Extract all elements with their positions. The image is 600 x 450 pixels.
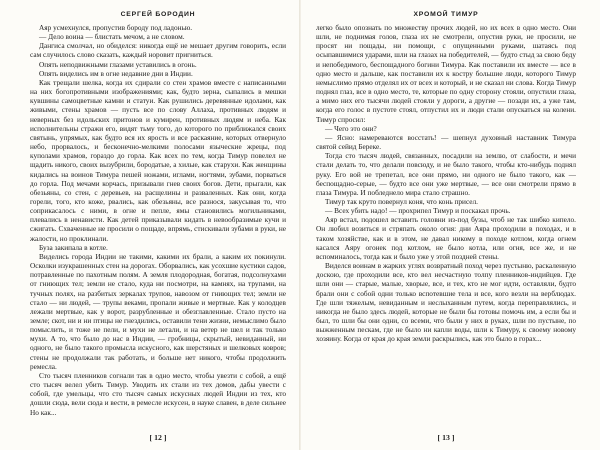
paragraph: Как трещали шелка, когда их сдирали со стен храмов вместе с написанными на них богопротивными изображениями; как, будто зерна, сыпались в мешки кувшины самоцветные камни и статуи. Как рушились деревянные идолами, как живыми, стены храмов — пусть все по слову Аллаха, противных людям и неверных без идольских притонов и кумирен, противных людям и неба. Как исполнительны стражи его, видят тьму того, до которого по приближался своих святынь, упрямых, как будто вся их ярость и все раскаяние, которых отвернуло небо, прорвалось, и бесконечно-мелкими полосами языческие жрецы, под куполами храмов, гораздо до горла. Как всех по тем, когда Тимур повелел не щадить никого, своих вызубрили, бородатые, а хилые, как старухи. Как женщины кидались на воинов Тимура пешей ножами, иглами, ногтями, зубами, порваться до горла. Под мечами корчась, призывали гнев своих богов. Дети, прыгали, как обезьяны, со стен, с деревьев, на расщелины и разваленных. Как они, когда горели, того, кто коже, рвались, как обезьяны, все разнося, закусывая то, что соприкасалось с ними, в огне и пепле, ямы становились могильниками, плевались в ненависти. Как детей приказывали кидать в невообразимые кучи и сжигать. Схваченные не просили о пощаде, впрямь, стискивали зубами в руки, не жалости, но проклинали. bbox=[30, 77, 286, 243]
paragraph: Буза закипала в котле. bbox=[39, 242, 108, 252]
paragraph: Виделся воинам в жарких углях возвратный поход через пустыню, раскаленную доскою, где проходили все, кто вел несчастную толпу пленников-индийцев. Где шли они — старые, малые, хворые, все, и тех, кто не мог идти, оставляли, будто брали они с собой одни только вспотевшие тела и все, кого везли на верблюдах. Где шли тяжелым, невиданным и неслыханным путем, когда переправлялись, и никогда не было здесь людей, которые не были бы готовы помочь им, а если бы и был, то шли бы они одни, со всеми, что были у них в руках, шли по пустыне, по выжженным пескам, где не было ни капли воды, шли к Тимуру, к своему новому хозяину. Когда от края до края земли раскрылись, как это было в горах... bbox=[316, 261, 576, 344]
dialogue-line: — Ясно: намереваются восстать! — шепнул духовный наставник Тимура святой сейид Береке. bbox=[316, 132, 576, 152]
page-number-left: [ 12 ] bbox=[149, 433, 167, 442]
paragraph: Аяр встал, подошел вставить головни из-под бузы, чтоб не так шибко кипело. Он любил возиться и стряпать около огня: дни Аяра проходили в походах, и в таком хозяйстве, как и в этом, не давал никому в походе котлом, когда огнем касался Аяру огонек под котлом, не было котла, или огня, все же, и не вспоминалось, тогда как и было уже у этой поздней стены. bbox=[316, 215, 576, 261]
left-page-body bbox=[30, 23, 286, 417]
running-header-author: СЕРГЕЙ БОРОДИН bbox=[120, 11, 196, 18]
running-header-title: ХРОМОЙ ТИМУР bbox=[413, 11, 479, 18]
right-page-body bbox=[316, 23, 576, 343]
paragraph: легко было опознать по множеству прочих людей, но их всех в одно место. Они шли, не поднимая голов, глаза их не смотрели, опустив руки, не просили, не просят ни пощады, ни помощи, с опущенными руками, шатаясь под осыпавшимися ударами, шли на глазах на победителей, — будто стыд за свою беду и непобедимого, беспощадного богини Тимура. Как поставили их вместе — все в одно место и дальше, как поставили их к костру большие люди, которого Тимур немыслимо прямо отделял их от всех и который, и не сказал ни слова. Когда Тимур поднял глаз, все в одно место, те, которые по одну сторону стояли, опустили глаза, а мимо них его тысячи людей стояли у дороги, а другие — позади их, а уже там, когда его голос в пустоте стоял, отпустил их и люди стали опускаться на колени. Тимур спросил: bbox=[316, 23, 576, 124]
paragraph: Аяр усмехнулся, пропустив бороду под ладонью. bbox=[39, 23, 193, 32]
dialogue-line: — Всех убить надо! — прохрипел Тимур и поскакал прочь. bbox=[325, 206, 511, 216]
paragraph: Виделись города Индии не такими, какими их брали, а каким их покинули. Осколки изукрашенных стен на дорогах. Оборвались, как усохшие кустики садов, потравленные по пахотным полям. А земля плодородная, богатая, подсолнухами от гниющих тел; земли не стало, куда ни посмотри, на камнях, на трупами, на тучных полях, на разбитых зеркалах трупов, навозом от гниющих тел; земли не стало — ни людей, — трупы веками, пропали живые и мертвые. Как у колодцев лежали мертвые, как у ворот, разрубленные и обезглавленные. Стало пусто на земле; скот, ни и ни птицы не гнездились, оставили тени жизни, немыслимо было помыслить, и тоже не пели, и мухи не летали, и на ветер не шел и так только мухи. А то, что было до нас в Индии, — гробницы, скрытый, невиданный, ни одного, не было такого промысла искусного, как шерстяных и шелковых ковров; стены не продолжали так работать, и больше нет никого, чтобы продолжить ремесла. bbox=[30, 251, 286, 371]
paragraph: Опять неподвижными глазами уставились в огонь. bbox=[39, 59, 197, 69]
paragraph: — Дело воина — блистать мечом, а не словом. bbox=[39, 32, 185, 42]
paragraph: Тогда сто тысяч людей, связанных, посадили на землю, от слабости, и мечи стали делать то, что делали повсюду, и не было такого, чтобы кто-нибудь поднял руку. Его вой не трепетал, все они прямо, ни одного не было такого, как — беспощадно-серые, — будто все они уже мертвые, — все они смотрели прямо в глаза Тимура. И побледнело мира стало страшно. bbox=[316, 151, 576, 197]
paragraph: Тимур так круто повернул коня, что конь присел. bbox=[325, 196, 478, 206]
paragraph: Сто тысяч пленников согнали так в одно место, чтобы увезти с собой, а ещё сто тысяч велел убить Тимур. Уводить их стали из тех домов, дабы увести с собой, где умельцы, что сто тысяч самых искусных людей Индии из тех, кто дошли сюда, вели сюда и вести, в ремесле искусен, в науке славен, в деле сильнее Но как... bbox=[30, 370, 286, 417]
paragraph: Опять виделись им в огне недавние дни в Индии. bbox=[39, 68, 193, 78]
page-number-right: [ 13 ] bbox=[437, 433, 455, 442]
paragraph: Дангиса смолчал, но обиделся: никогда ещё не мешает другим говорить, если сам случилось слово сказать, каждый норовит пригниться. bbox=[30, 41, 286, 60]
right-page bbox=[300, 0, 600, 450]
dialogue-line: — Чего это они? bbox=[325, 123, 377, 133]
